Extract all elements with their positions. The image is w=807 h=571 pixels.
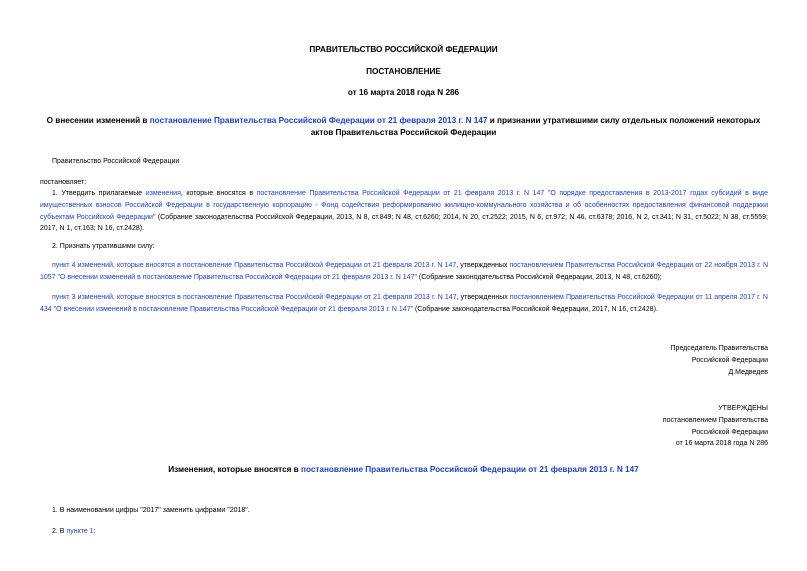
p4-link-item[interactable]: пункт 3 изменений, которые вносятся в постановление Правительства Российской Федерации от 21 февраля 2013 г. N 147	[52, 294, 457, 301]
paragraph-1	[40, 188, 768, 235]
p1-text-2: , которые вносятся в	[180, 190, 257, 197]
gov-line: Правительство Российской Федерации	[52, 158, 180, 165]
p3-text-1: , утвержденных	[456, 262, 510, 269]
changes-title-pre: Изменения, которые вносятся в	[168, 465, 301, 474]
paragraph-4	[40, 292, 768, 316]
signature-name: Д.Медведев	[728, 368, 768, 376]
change-item-1: 1. В наименовании цифры "2017" заменить цифрами "2018".	[52, 507, 250, 514]
decides-line: постановляет:	[40, 179, 87, 186]
title-link[interactable]: постановление Правительства Российской Федерации от 21 февраля 2013 г. N 147	[149, 116, 488, 125]
p1-text-3: (Собрание законодательства Российской Федерации, 2013, N 8, ст.849; N 48, ст.6260; 2014, N 20, ст.2522; 2015, N 6, ст.972; N 46, ст.6378; 2016, N 2, ст.341; N 31, ст.5022; N 38, ст.5559; 2017, N 1, ст.163; N 16, ст.2428).	[40, 213, 768, 233]
title-text-pre: О внесении изменений в	[46, 116, 150, 125]
approved-org: Российской Федерации	[691, 428, 768, 436]
approved-date: от 16 марта 2018 года N 286	[675, 440, 768, 448]
p1-link-changes[interactable]: изменения	[145, 190, 181, 197]
signature-org: Российской Федерации	[691, 356, 768, 364]
document-title	[36, 115, 771, 139]
change-2-pre: 2. В	[52, 528, 67, 535]
p4-text-2: (Собрание законодательства Российской Федерации, 2017, N 16, ст.2428).	[413, 305, 658, 313]
approved-by: постановлением Правительства	[662, 416, 768, 424]
changes-title	[0, 464, 807, 476]
signature-block	[671, 343, 768, 378]
approved-block	[663, 403, 768, 450]
p4-link-resolution[interactable]: постановлением Правительства Российской Федерации от 11 апреля 2017 г. N 434 "О внесении изменений в постановление Правительства Российской Федерации от 21 февраля 2013 г. N 147"	[40, 294, 768, 313]
changes-title-link[interactable]: постановление Правительства Российской Федерации от 21 февраля 2013 г. N 147	[301, 465, 639, 474]
p3-link-resolution[interactable]: постановлением Правительства Российской Федерации от 22 ноября 2013 г. N 1057 "О внесении изменений в постановление Правительства Российской Федерации от 21 февраля 2013 г. N 147"	[40, 262, 768, 281]
approved-label: УТВЕРЖДЕНЫ	[718, 405, 768, 412]
change-2-post: :	[93, 528, 96, 535]
government-heading: ПРАВИТЕЛЬСТВО РОССИЙСКОЙ ФЕДЕРАЦИИ	[309, 45, 498, 54]
p3-text-2: (Собрание законодательства Российской Федерации, 2013, N 48, ст.6260);	[416, 273, 662, 281]
paragraph-3	[40, 260, 768, 284]
document-date: от 16 марта 2018 года N 286	[347, 88, 460, 97]
p3-link-item[interactable]: пункт 4 изменений, которые вносятся в постановление Правительства Российской Федерации от 21 февраля 2013 г. N 147	[52, 262, 457, 269]
p1-link-resolution[interactable]: постановление Правительства Российской Федерации от 21 февраля 2013 г. N 147 "О порядке предоставления в 2013-2017 годах субсидий в виде имущественных взносов Российской Федерации в государственную корпорацию - Фонд содействия реформированию жилищно-коммунального хозяйства и об особенностях предоставления финансовой поддержки субъектам Российской Федерации"	[40, 190, 768, 221]
change-2-link[interactable]: пункте 1	[66, 528, 94, 535]
change-item-2	[52, 526, 96, 538]
paragraph-2: 2. Признать утратившими силу:	[52, 243, 155, 250]
document-type-heading: ПОСТАНОВЛЕНИЕ	[366, 67, 441, 76]
p1-text-1: 1. Утвердить прилагаемые	[52, 190, 146, 197]
p4-text-1: , утвержденных	[456, 294, 510, 301]
title-text-post: и признании утратившими силу отдельных положений некоторых актов Правительства Российской Федерации	[310, 116, 761, 137]
signature-title: Председатель Правительства	[670, 345, 768, 352]
